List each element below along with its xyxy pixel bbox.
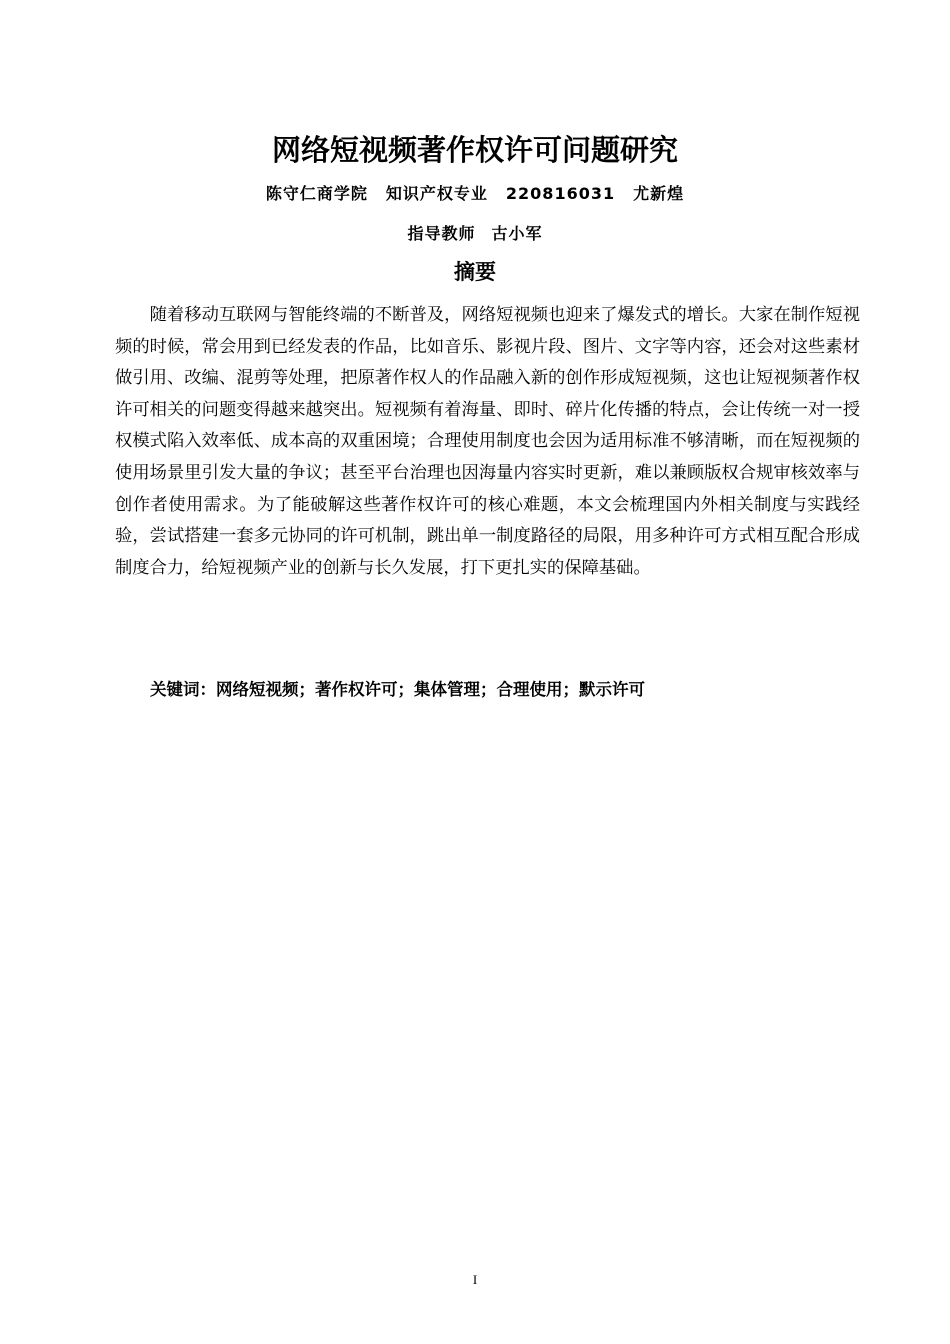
document-title: 网络短视频著作权许可问题研究 <box>271 133 678 167</box>
author-major: 知识产权专业 <box>385 184 488 203</box>
author-name: 尤新煌 <box>633 184 685 203</box>
author-college: 陈守仁商学院 <box>265 184 368 203</box>
page-number: I <box>472 1272 478 1287</box>
author-line <box>0 182 950 206</box>
advisor-line <box>0 222 950 246</box>
abstract-body: 随着移动互联网与智能终端的不断普及，网络短视频也迎来了爆发式的增长。大家在制作短视频的时候，常会用到已经发表的作品，比如音乐、影视片段、图片、文字等内容，还会对这些素材做引用、改编、混剪等处理，把原著作权人的作品融入新的创作形成短视频，这也让短视频著作权许可相关的问题变得越来越突出。短视频有着海量、即时、碎片化传播的特点，会让传统一对一授权模式陷入效率低、成本高的双重困境；合理使用制度也会因为适用标准不够清晰，而在短视频的使用场景里引发大量的争议；甚至平台治理也因海量内容实时更新，难以兼顾版权合规审核效率与创作者使用需求。为了能破解这些著作权许可的核心难题，本文会梳理国内外相关制度与实践经验，尝试搭建一套多元协同的许可机制，跳出单一制度路径的局限，用多种许可方式相互配合形成制度合力，给短视频产业的创新与长久发展，打下更扎实的保障基础。 <box>115 305 860 578</box>
abstract-heading: 摘要 <box>454 260 496 284</box>
advisor-label: 指导教师 <box>407 224 476 243</box>
keywords-line: 关键词：网络短视频；著作权许可；集体管理；合理使用；默示许可 <box>150 680 645 699</box>
advisor-name: 古小军 <box>491 224 543 243</box>
author-student-id: 220816031 <box>505 184 616 203</box>
